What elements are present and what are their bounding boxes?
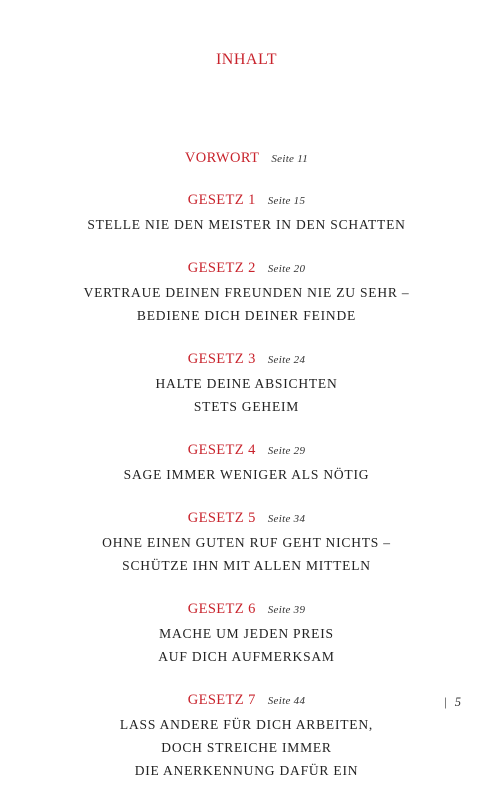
toc-entry-gesetz-7[interactable] [0, 690, 493, 782]
preface-label: VORWORT [184, 150, 260, 166]
toc-entry-gesetz-1[interactable] [0, 190, 493, 236]
toc-entry-gesetz-6[interactable] [0, 599, 493, 668]
entry-page: Seite 44 [267, 695, 306, 707]
entry-title-line: VERTRAUE DEINEN FREUNDEN NIE ZU SEHR – [83, 285, 410, 300]
entry-page: Seite 29 [267, 445, 306, 457]
entry-title-line: OHNE EINEN GUTEN RUF GEHT NICHTS – [102, 535, 391, 550]
preface-page: Seite 11 [271, 153, 309, 165]
entry-title-line: SCHÜTZE IHN MIT ALLEN MITTELN [122, 558, 371, 573]
page-title: INHALT [215, 51, 278, 68]
entry-title-line: STETS GEHEIM [193, 399, 300, 414]
entry-page: Seite 34 [267, 513, 306, 525]
table-of-contents [0, 148, 493, 804]
entry-title-line: SAGE IMMER WENIGER ALS NÖTIG [123, 467, 370, 482]
entry-head [0, 508, 493, 528]
entry-label: GESETZ 3 [187, 351, 256, 367]
toc-entry-gesetz-5[interactable] [0, 508, 493, 577]
entry-head [0, 349, 493, 369]
entry-title-line: MACHE UM JEDEN PREIS [159, 626, 334, 641]
entry-label: GESETZ 6 [187, 601, 256, 617]
footer-separator: | [444, 695, 447, 709]
entry-title-line: BEDIENE DICH DEINER FEINDE [136, 308, 357, 323]
entry-page: Seite 15 [267, 195, 306, 207]
toc-entry-preface[interactable] [0, 148, 493, 168]
toc-entry-gesetz-3[interactable] [0, 349, 493, 418]
entry-page: Seite 24 [267, 354, 306, 366]
entry-title-line: AUF DICH AUFMERKSAM [158, 649, 335, 664]
entry-head [0, 599, 493, 619]
entry-page: Seite 39 [267, 604, 306, 616]
entry-title-line: LASS ANDERE FÜR DICH ARBEITEN, [119, 717, 374, 732]
entry-label: GESETZ 4 [187, 442, 256, 458]
entry-label: GESETZ 1 [187, 192, 256, 208]
entry-page: Seite 20 [267, 263, 306, 275]
page-footer [444, 695, 461, 710]
entry-head [0, 190, 493, 210]
entry-head [0, 148, 493, 168]
toc-entry-gesetz-4[interactable] [0, 440, 493, 486]
entry-head [0, 258, 493, 278]
entry-title-line: STELLE NIE DEN MEISTER IN DEN SCHATTEN [87, 217, 406, 232]
entry-title-line: HALTE DEINE ABSICHTEN [155, 376, 338, 391]
entry-label: GESETZ 5 [187, 510, 256, 526]
entry-label: GESETZ 7 [187, 692, 256, 708]
toc-entry-gesetz-2[interactable] [0, 258, 493, 327]
entry-label: GESETZ 2 [187, 260, 256, 276]
entry-title-line: DOCH STREICHE IMMER [161, 740, 332, 755]
page-number: 5 [454, 695, 461, 709]
entry-head [0, 690, 493, 710]
entry-title-line: DIE ANERKENNUNG DAFÜR EIN [134, 763, 359, 778]
entry-head [0, 440, 493, 460]
